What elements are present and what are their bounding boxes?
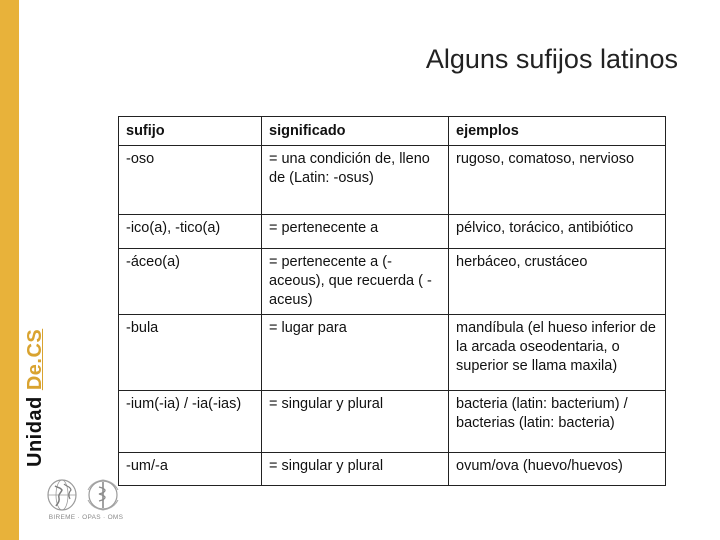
who-emblem-icon <box>84 478 122 512</box>
cell-significado: = pertenecente a (-aceous), que recuerda ( -aceus) <box>262 249 449 315</box>
header-ejemplos: ejemplos <box>449 117 666 146</box>
side-label-text <box>24 329 47 467</box>
cell-significado: = pertenecente a <box>262 215 449 249</box>
cell-sufijo: -ico(a), -tico(a) <box>119 215 262 249</box>
header-significado: significado <box>262 117 449 146</box>
cell-sufijo: -ium(-ia) / -ia(-ias) <box>119 391 262 453</box>
cell-sufijo: -áceo(a) <box>119 249 262 315</box>
cell-significado: = lugar para <box>262 315 449 391</box>
cell-ejemplos: ovum/ova (huevo/huevos) <box>449 453 666 486</box>
left-accent-stripe <box>0 0 19 540</box>
globe-logo-icon <box>46 478 78 512</box>
cell-significado: = singular y plural <box>262 453 449 486</box>
suffix-table <box>118 116 666 486</box>
cell-significado: = una condición de, lleno de (Latin: -osus) <box>262 146 449 215</box>
cell-sufijo: -um/-a <box>119 453 262 486</box>
side-label <box>22 295 52 470</box>
header-sufijo: sufijo <box>119 117 262 146</box>
cell-ejemplos: herbáceo, crustáceo <box>449 249 666 315</box>
table-row <box>119 146 666 215</box>
footer-logos <box>40 476 132 538</box>
table-row <box>119 215 666 249</box>
logo-caption: BIREME · OPAS · OMS <box>48 514 124 521</box>
table-row <box>119 249 666 315</box>
cell-significado: = singular y plural <box>262 391 449 453</box>
cell-sufijo: -bula <box>119 315 262 391</box>
side-label-main: Unidad <box>24 390 46 467</box>
table-row <box>119 315 666 391</box>
cell-sufijo: -oso <box>119 146 262 215</box>
cell-ejemplos: rugoso, comatoso, nervioso <box>449 146 666 215</box>
table-header-row <box>119 117 666 146</box>
cell-ejemplos: mandíbula (el hueso inferior de la arcada oseodentaria, o superior se llama maxila) <box>449 315 666 391</box>
cell-ejemplos: pélvico, torácico, antibiótico <box>449 215 666 249</box>
cell-ejemplos: bacteria (latin: bacterium) / bacterias (latin: bacteria) <box>449 391 666 453</box>
side-label-accent: De.CS <box>24 328 46 391</box>
table-row <box>119 453 666 486</box>
table-row <box>119 391 666 453</box>
slide-title: Alguns sufijos latinos <box>425 44 678 74</box>
